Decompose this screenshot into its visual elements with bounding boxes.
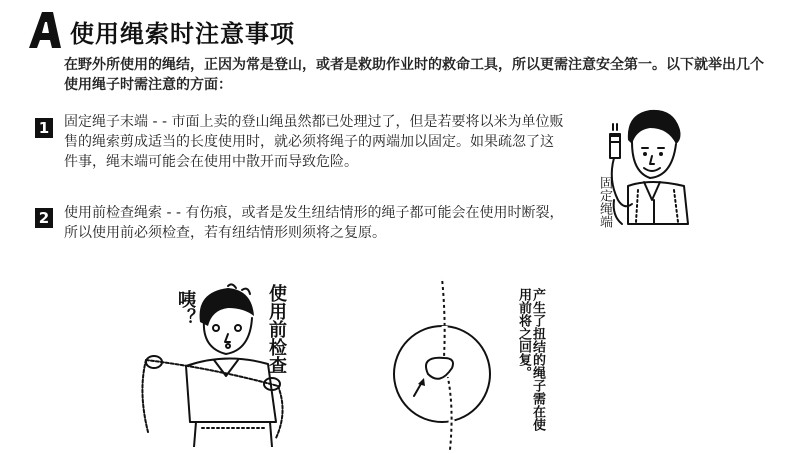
- section-letter-icon: [27, 10, 63, 50]
- exclaim-text: 咦？: [175, 290, 196, 326]
- kinked-rope-illustration: [390, 278, 500, 450]
- item-text-check-rope: 使用前检查绳索 - - 有伤痕，或者是发生纽结情形的绳子都可能会在使用时断裂，所以使用前必须检查，若有纽结情形则须将之复原。: [64, 205, 564, 241]
- item-number-badge: 1: [35, 118, 53, 138]
- item-text-fix-rope-end: 固定绳子末端 - - 市面上卖的登山绳虽然都已处理过了，但是若要将以米为单位贩售的绳索剪成适当的长度使用时，就必须将绳子的两端加以固定。如果疏忽了这件事，绳末端可能会在使用中散开而导致危险。: [64, 114, 564, 170]
- fix-end-caption: 固定绳端: [597, 176, 612, 228]
- check-caption: 使用前检查: [266, 284, 287, 374]
- page-title: 使用绳索时注意事项: [70, 20, 295, 48]
- kink-caption: 产生了扭结的绳子需在使用前将之回复。: [516, 288, 545, 431]
- intro-paragraph: 在野外所使用的绳结，正因为常是登山，或者是救助作业时的救命工具，所以更需注意安全第一。以下就举出几个使用绳子时需注意的方面：: [64, 57, 764, 93]
- item-number-badge: 2: [35, 208, 53, 228]
